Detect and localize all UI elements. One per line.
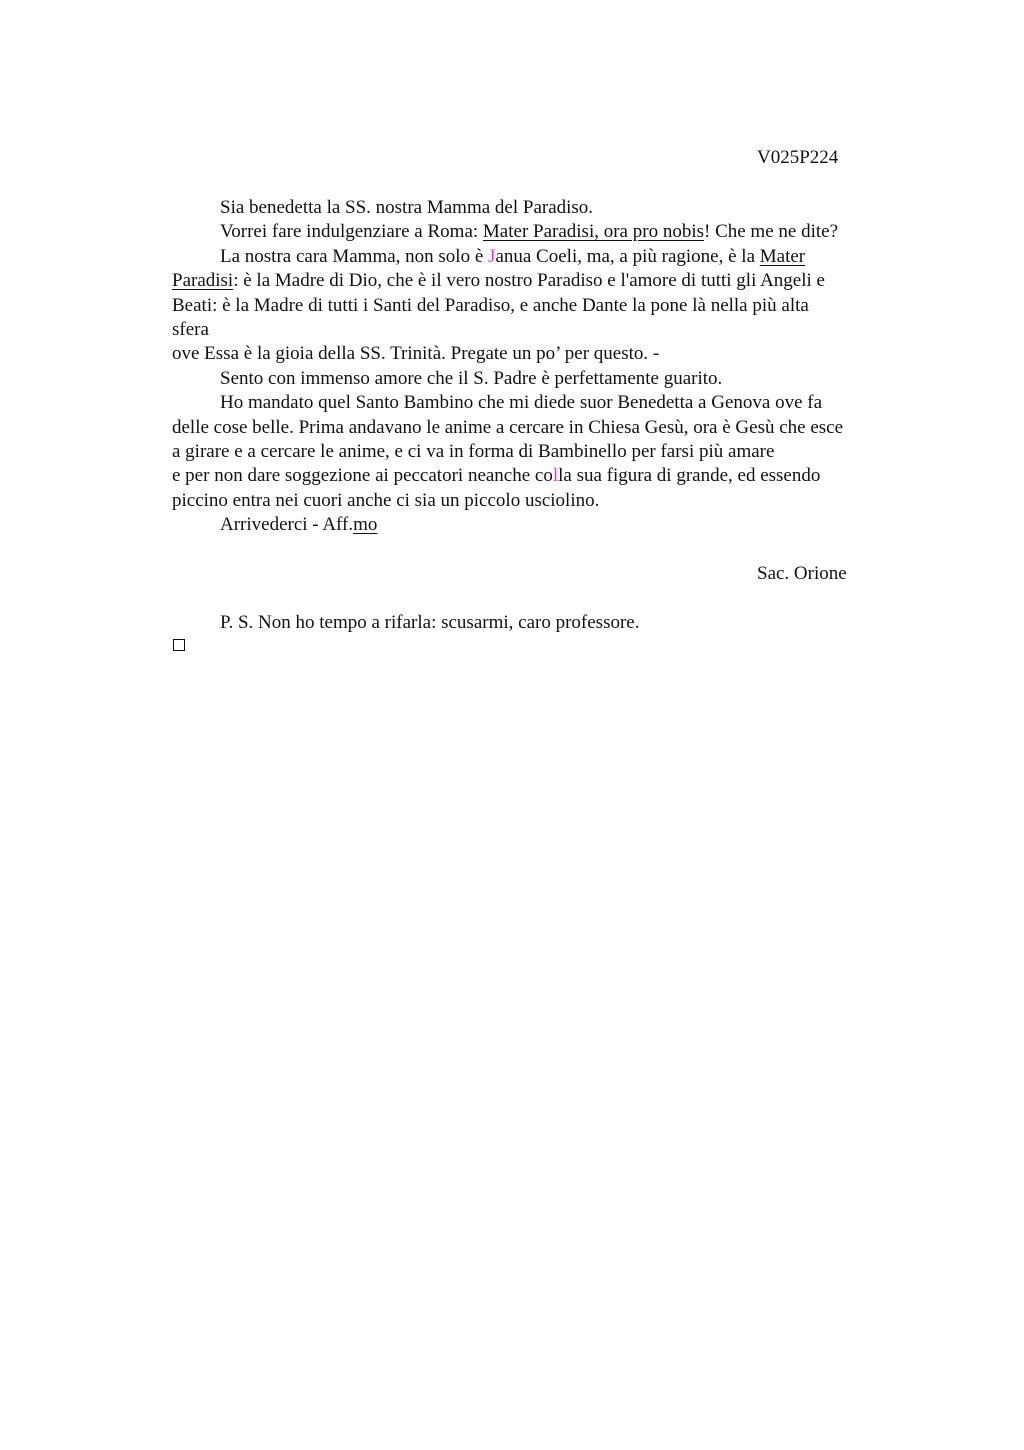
text-segment: La nostra cara Mamma, non solo è bbox=[220, 245, 489, 267]
text-segment: Ho mandato quel Santo Bambino che mi diede suor Benedetta a Genova ove fa bbox=[220, 392, 823, 414]
letter-line bbox=[172, 464, 912, 488]
text-segment: Sento con immenso amore che il S. Padre è perfettamente guarito. bbox=[220, 367, 723, 389]
text-segment: anua Coeli, ma, a più ragione, è la bbox=[495, 245, 760, 267]
letter-line bbox=[172, 269, 912, 293]
letter-line bbox=[172, 416, 912, 440]
text-segment: la sua figura di grande, ed essendo bbox=[558, 465, 821, 487]
letter-line bbox=[172, 220, 912, 244]
letter-line bbox=[172, 245, 912, 269]
text-segment: Vorrei fare indulgenziare a Roma: bbox=[220, 221, 483, 243]
letter-line bbox=[172, 342, 912, 366]
text-segment: : è la Madre di Dio, che è il vero nostro Paradiso e l'amore di tutti gli Angeli e bbox=[233, 270, 825, 292]
signature: Sac. Orione bbox=[757, 563, 847, 584]
text-segment: piccino entra nei cuori anche ci sia un piccolo usciolino. bbox=[172, 489, 600, 511]
document-reference-code: V025P224 bbox=[757, 147, 839, 168]
postscript: P. S. Non ho tempo a rifarla: scusarmi, caro professore. bbox=[220, 612, 640, 633]
letter-line bbox=[172, 196, 912, 220]
text-segment: Beati: è la Madre di tutti i Santi del Paradiso, e anche Dante la pone là nella più alta bbox=[172, 294, 809, 316]
text-segment: delle cose belle. Prima andavano le anime a cercare in Chiesa Gesù, ora è Gesù che esce bbox=[172, 416, 844, 438]
letter-line bbox=[172, 294, 912, 318]
text-segment: sfera bbox=[172, 318, 209, 340]
text-segment: Arrivederci - Aff. bbox=[220, 514, 354, 536]
letter-line bbox=[172, 489, 912, 513]
text-segment: Sia benedetta la SS. nostra Mamma del Paradiso. bbox=[220, 197, 594, 218]
letter-line bbox=[172, 440, 912, 464]
text-segment: ! Che me ne dite? bbox=[704, 221, 839, 243]
text-segment: e per non dare soggezione ai peccatori neanche co bbox=[172, 465, 553, 487]
underlined-text: Mater bbox=[759, 245, 806, 267]
underlined-text: Paradisi bbox=[172, 270, 234, 292]
letter-line bbox=[172, 391, 912, 415]
letter-body bbox=[172, 196, 912, 537]
text-segment: ove Essa è la gioia della SS. Trinità. Pregate un po’ per questo. - bbox=[172, 343, 660, 365]
underlined-text: Mater Paradisi, ora pro nobis bbox=[482, 221, 704, 243]
letter-line bbox=[172, 367, 912, 391]
highlighted-letter: l bbox=[552, 465, 559, 487]
underlined-text: mo bbox=[353, 514, 378, 536]
empty-checkbox-icon bbox=[173, 639, 185, 651]
text-segment: a girare e a cercare le anime, e ci va in forma di Bambinello per farsi più amare bbox=[172, 440, 775, 462]
letter-line bbox=[172, 513, 912, 537]
letter-line bbox=[172, 318, 912, 342]
highlighted-letter: J bbox=[488, 245, 496, 267]
